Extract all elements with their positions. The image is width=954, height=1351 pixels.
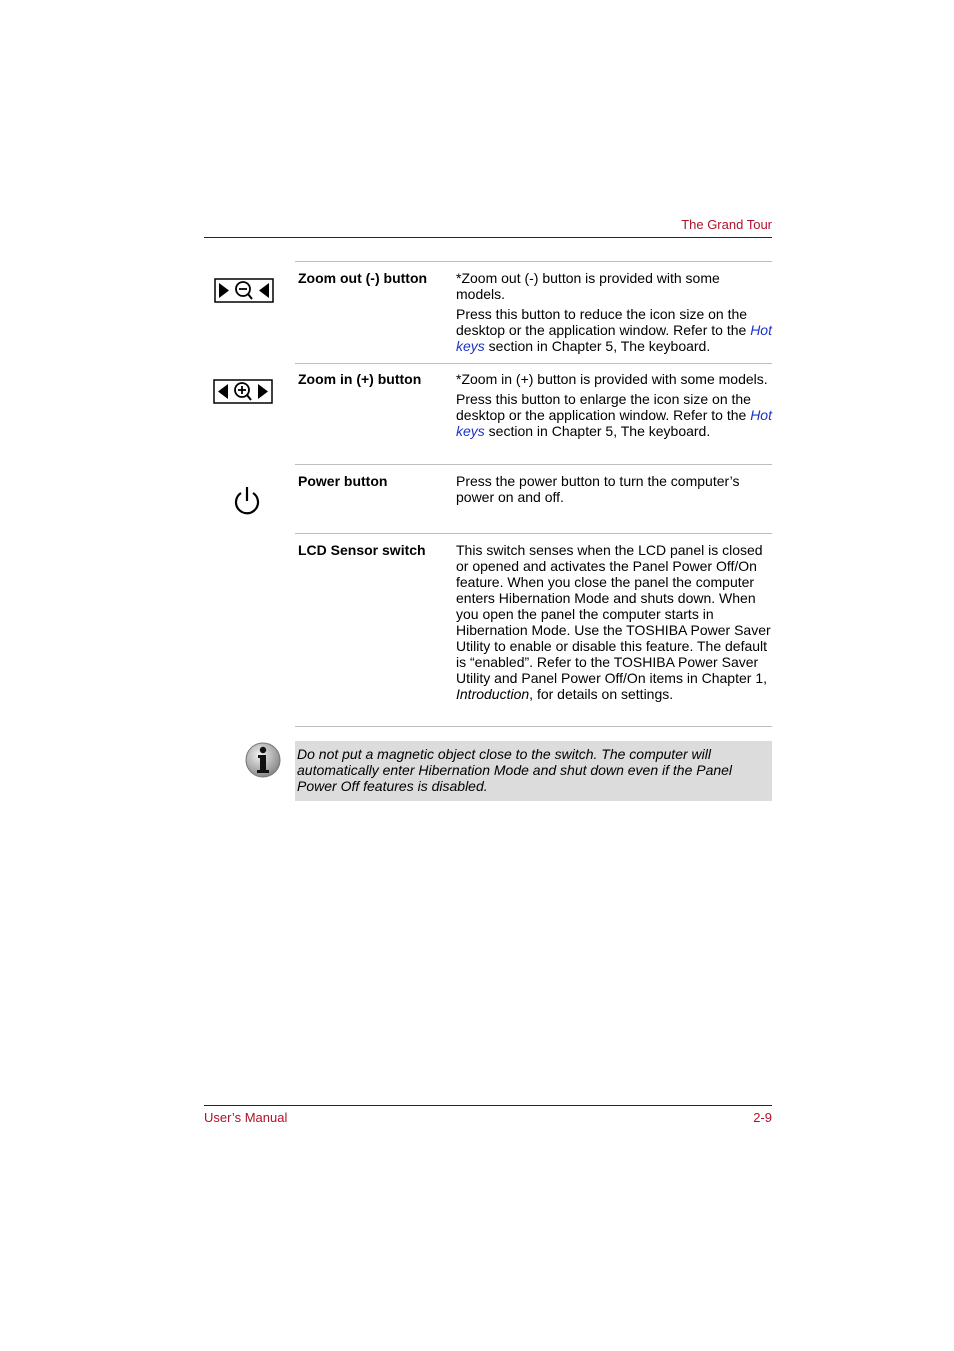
desc-italic: Introduction	[456, 686, 530, 702]
table-rule-3	[295, 533, 772, 534]
hot-keys-link[interactable]: Hot keys	[456, 322, 772, 354]
term-lcd-sensor-switch: LCD Sensor switch	[298, 542, 426, 558]
footer-manual-title: User’s Manual	[204, 1110, 288, 1125]
page-number: 2-9	[753, 1110, 772, 1125]
footer-rule	[204, 1105, 772, 1106]
table-rule-bottom	[295, 726, 772, 727]
zoom-in-icon	[213, 379, 273, 404]
term-zoom-in: Zoom in (+) button	[298, 371, 422, 387]
term-zoom-out: Zoom out (-) button	[298, 270, 428, 286]
desc-zoom-in	[456, 371, 772, 443]
desc-paragraph: Press the power button to turn the computer’s power on and off.	[456, 473, 740, 505]
desc-power-button	[456, 473, 772, 509]
desc-text: This switch senses when the LCD panel is closed or opened and activates the Panel Power Off/On feature. When you close the panel the computer enters Hibernation Mode and shuts down. When you open the panel the computer starts in Hibernation Mode. Use the TOSHIBA Power Saver Utility to enable or disable this feature. The default is “enabled”. Refer to the TOSHIBA Power Saver Utility and Panel Power Off/On items in Chapter 1,	[456, 542, 771, 686]
header-rule	[204, 237, 772, 238]
desc-zoom-out	[456, 270, 772, 358]
table-rule-top	[295, 261, 772, 262]
desc-text: Press this button to enlarge the icon size on the desktop or the application window. Refer to the	[456, 391, 751, 423]
desc-paragraph: *Zoom out (-) button is provided with some models.	[456, 270, 720, 302]
info-icon	[244, 741, 282, 779]
desc-paragraph: *Zoom in (+) button is provided with some models.	[456, 371, 768, 387]
note-text: Do not put a magnetic object close to the switch. The computer will automatically enter Hibernation Mode and shut down even if the Panel Power Off features is disabled.	[297, 746, 733, 794]
desc-text: section in Chapter 5, The keyboard.	[484, 338, 711, 354]
desc-paragraph	[456, 391, 772, 439]
desc-paragraph	[456, 306, 772, 354]
desc-paragraph	[456, 542, 772, 702]
hot-keys-link[interactable]: Hot keys	[456, 407, 772, 439]
running-header-title: The Grand Tour	[681, 217, 772, 232]
table-rule-1	[295, 363, 772, 364]
term-power-button: Power button	[298, 473, 388, 489]
note-box	[295, 741, 772, 801]
zoom-out-icon	[214, 278, 274, 303]
desc-text: section in Chapter 5, The keyboard.	[484, 423, 711, 439]
power-icon	[232, 485, 262, 517]
desc-lcd-sensor-switch	[456, 542, 772, 706]
desc-text: , for details on settings.	[529, 686, 674, 702]
desc-text: Press this button to reduce the icon size on the desktop or the application window. Refer to the	[456, 306, 751, 338]
table-rule-2	[295, 464, 772, 465]
